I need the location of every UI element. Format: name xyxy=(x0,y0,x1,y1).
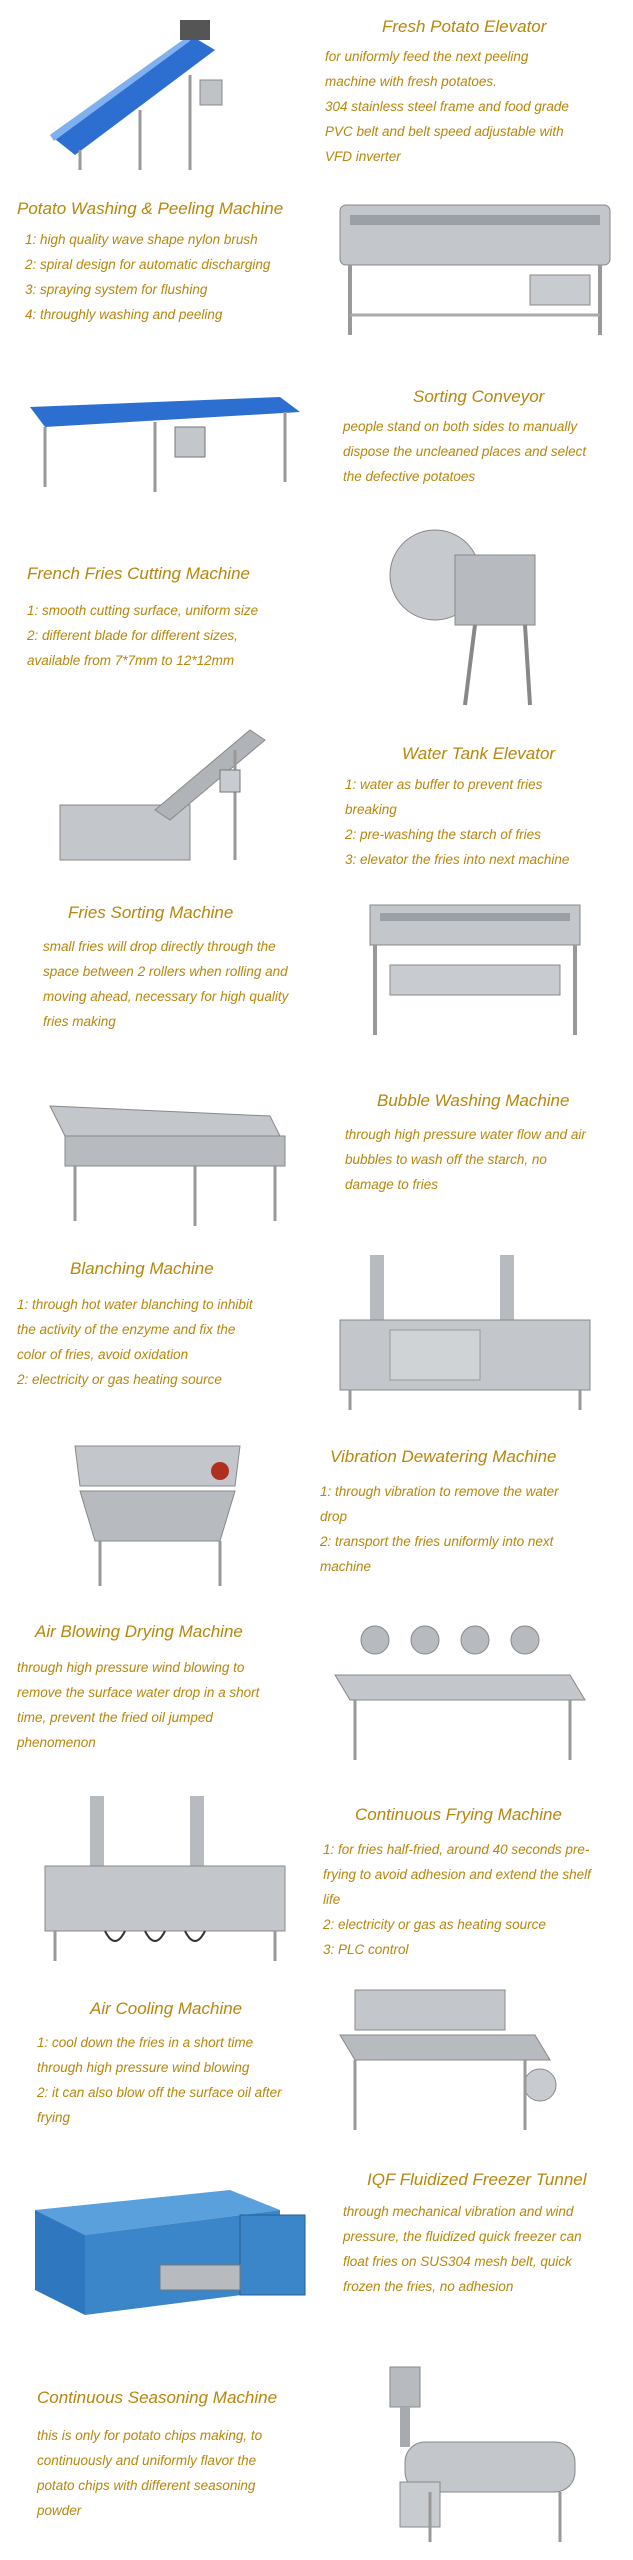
machine-title: Water Tank Elevator xyxy=(402,744,556,763)
machine-description: 1: through hot water blanching to inhibit the activity of the enzyme and fix the color of fries, avoid oxidation 2: electricity or gas heating source xyxy=(17,1297,253,1387)
machine-title: Sorting Conveyor xyxy=(413,387,545,406)
machine-title: Air Cooling Machine xyxy=(90,1999,243,2018)
air-cooling-machine-image xyxy=(335,1980,590,2140)
section-iqf-freezer-tunnel xyxy=(0,2150,633,2340)
section-fresh-potato-elevator xyxy=(0,0,633,190)
fries-sorting-machine-image xyxy=(360,895,590,1045)
iqf-freezer-tunnel-image xyxy=(30,2180,315,2320)
machine-description: 1: for fries half-fried, around 40 seconds pre- frying to avoid adhesion and extend the shelf life 2: electricity or gas as heating source 3: PLC control xyxy=(323,1842,591,1957)
washing-peeling-machine-image xyxy=(330,195,620,350)
section-air-cooling-machine xyxy=(0,1975,633,2150)
seasoning-machine-image xyxy=(370,2362,585,2547)
section-bubble-washing-machine xyxy=(0,1070,633,1245)
machine-title: Vibration Dewatering Machine xyxy=(330,1447,557,1466)
machine-description: 1: high quality wave shape nylon brush 2: spiral design for automatic discharging 3: spraying system for flushing 4: throughly washing and peeling xyxy=(25,232,271,322)
machine-title: Fries Sorting Machine xyxy=(68,903,234,922)
machine-description: 1: smooth cutting surface, uniform size 2: different blade for different sizes, available from 7*7mm to 12*12mm xyxy=(27,603,259,668)
blanching-machine-image xyxy=(330,1250,595,1415)
machine-title: IQF Fluidized Freezer Tunnel xyxy=(367,2170,587,2189)
machine-title: French Fries Cutting Machine xyxy=(27,564,250,583)
machine-description: through mechanical vibration and wind pressure, the fluidized quick freezer can float fries on SUS304 mesh belt, quick frozen the fries, no adhesion xyxy=(343,2204,582,2294)
machine-description: people stand on both sides to manually dispose the uncleaned places and select the defective potatoes xyxy=(343,419,587,484)
section-fries-cutting-machine xyxy=(0,510,633,715)
air-blowing-drying-machine-image xyxy=(330,1615,590,1770)
machine-title: Blanching Machine xyxy=(70,1259,214,1278)
machine-description: 1: through vibration to remove the water drop 2: transport the fries uniformly into next machine xyxy=(320,1484,559,1574)
section-vibration-dewatering-machine xyxy=(0,1425,633,1600)
machine-title: Potato Washing & Peeling Machine xyxy=(17,199,284,218)
fries-cutting-machine-image xyxy=(365,515,565,710)
machine-description: this is only for potato chips making, to continuously and uniformly flavor the potato chips with different seasoning powder xyxy=(37,2428,263,2518)
section-blanching-machine xyxy=(0,1245,633,1425)
water-tank-elevator-image xyxy=(55,720,280,875)
continuous-frying-machine-image xyxy=(35,1791,290,1966)
machine-title: Bubble Washing Machine xyxy=(377,1091,570,1110)
section-washing-peeling-machine xyxy=(0,190,633,370)
section-continuous-seasoning-machine xyxy=(0,2340,633,2560)
section-air-blowing-drying-machine xyxy=(0,1600,633,1785)
sorting-conveyor-image xyxy=(25,382,305,497)
section-sorting-conveyor xyxy=(0,370,633,510)
machine-description: 1: cool down the fries in a short time through high pressure wind blowing 2: it can also blow off the surface oil after frying xyxy=(37,2035,282,2125)
machine-description: for uniformly feed the next peeling machine with fresh potatoes. 304 stainless steel frame and food grade PVC belt and belt speed adjustable with VFD inverter xyxy=(325,49,569,164)
machine-title: Fresh Potato Elevator xyxy=(382,17,547,36)
section-continuous-frying-machine xyxy=(0,1785,633,1975)
machine-description: through high pressure water flow and air bubbles to wash off the starch, no damage to fries xyxy=(345,1127,586,1192)
section-fries-sorting-machine xyxy=(0,885,633,1070)
machine-title: Continuous Frying Machine xyxy=(355,1805,562,1824)
section-water-tank-elevator xyxy=(0,715,633,885)
machine-title: Air Blowing Drying Machine xyxy=(35,1622,243,1641)
machine-description: small fries will drop directly through the space between 2 rollers when rolling and moving ahead, necessary for high quality fries making xyxy=(43,939,289,1029)
machine-description: 1: water as buffer to prevent fries breaking 2: pre-washing the starch of fries 3: elevator the fries into next machine xyxy=(345,777,570,867)
machine-description: through high pressure wind blowing to remove the surface water drop in a short time, prevent the fried oil jumped phenomenon xyxy=(17,1660,260,1750)
fresh-potato-elevator-image xyxy=(40,15,230,175)
bubble-washing-machine-image xyxy=(45,1076,295,1231)
vibration-dewatering-machine-image xyxy=(70,1431,250,1591)
machine-title: Continuous Seasoning Machine xyxy=(37,2388,278,2407)
